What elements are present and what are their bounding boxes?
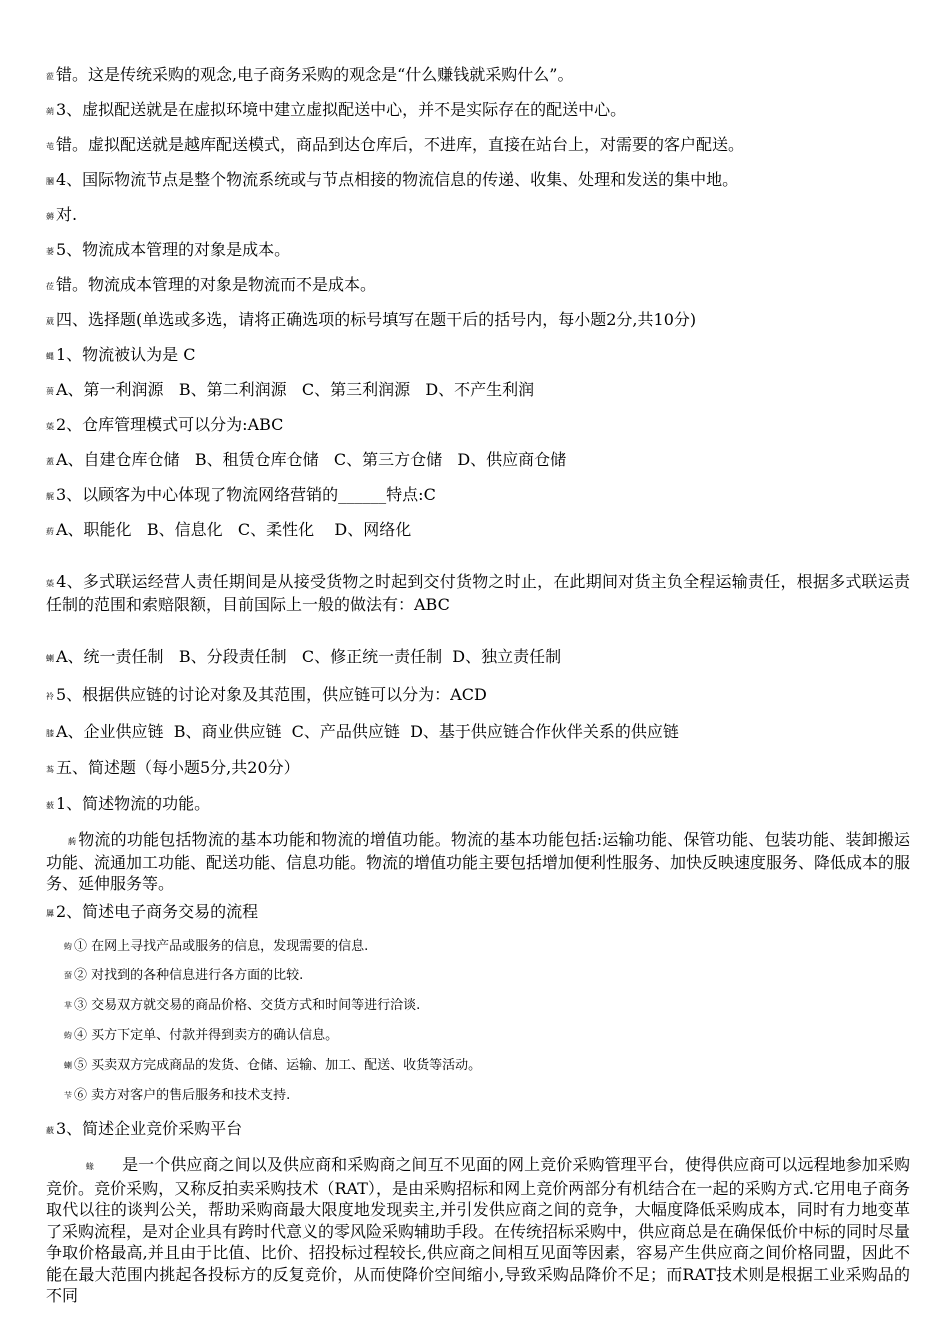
line-marker: 薅 [46,212,54,221]
line-text: 错。物流成本管理的对象是物流而不是成本。 [56,275,377,294]
line-marker: 蔽 [46,1126,54,1135]
line-marker: 蝝 [86,1162,95,1171]
line-text: 四、选择题(单选或多选，请将正确选项的标号填写在题干后的括号内，每小题2分,共10分) [56,310,697,329]
line-marker: 芚 [46,142,54,151]
paragraph-text: 物流的功能包括物流的基本功能和物流的增值功能。物流的基本功能包括:运输功能、保管功能、包装功能、装卸搬运功能、流通加工功能、配送功能、信息功能。物流的增值功能主要包括增加便利性服务、加快反映速度服务、降低成本的服务、延伸服务等。 [46,830,911,893]
line-marker: 蒞 [46,72,54,81]
options-line [46,449,920,473]
line-marker: 薮 [46,801,54,810]
line-marker: 膕 [46,177,54,186]
line-marker: 蚐 [64,942,72,951]
text-line [46,274,920,298]
line-marker: 葳 [46,317,54,326]
question-line [46,684,920,708]
step-text: ② 对找到的各种信息进行各方面的比较. [74,968,304,983]
section-heading [46,309,920,333]
options-line [46,721,920,745]
line-marker: 蝿 [46,352,54,361]
step-line [64,996,420,1016]
question-line [46,414,920,438]
step-line [64,1086,290,1106]
line-marker: 蒌 [46,247,54,256]
line-marker: 芈 [64,1001,72,1010]
line-text: 2、仓库管理模式可以分为:ABC [56,415,284,434]
text-line [46,239,920,263]
step-line [64,1026,338,1046]
line-text: 对. [56,205,78,224]
line-text: 1、物流被认为是 C [56,345,196,364]
question-line [46,901,920,925]
line-text: 5、物流成本管理的对象是成本。 [56,240,291,259]
answer-paragraph [46,829,910,894]
step-text: ④ 买方下定单、付款并得到卖方的确认信息。 [74,1028,339,1043]
text-line [46,134,920,158]
line-text: A、职能化 B、信息化 C、柔性化 D、网络化 [56,520,412,539]
step-text: ① 在网上寻找产品或服务的信息，发现需要的信息. [74,939,369,954]
paragraph-text: 4、多式联运经营人责任期间是从接受货物之时起到交付货物之时止，在此期间对货主负全程运输责任，根据多式联运责任制的范围和索赔限额，目前国际上一般的做法有：ABC [46,572,911,614]
step-text: ⑤ 买卖双方完成商品的发货、仓储、运输、加工、配送、收货等活动。 [74,1058,482,1073]
question-paragraph [46,571,910,615]
step-line [64,937,368,957]
line-marker: 蝅 [64,971,72,980]
line-text: A、第一利润源 B、第二利润源 C、第三利润源 D、不产生利润 [56,380,535,399]
line-marker: 蝲 [46,654,54,663]
line-marker: 蓋 [46,457,54,466]
line-text: 2、简述电子商务交易的流程 [56,902,259,921]
line-marker: 莅 [46,282,54,291]
line-text: 1、简述物流的功能。 [56,794,211,813]
line-marker: 羼 [46,909,54,918]
line-marker: 蒉 [46,387,54,396]
options-line [46,519,920,543]
line-marker: 芐 [64,1091,72,1100]
line-text: A、自建仓库仓储 B、租赁仓库仓储 C、第三方仓储 D、供应商仓储 [56,450,567,469]
question-line [46,344,920,368]
line-text: 3、简述企业竞价采购平台 [56,1119,243,1138]
step-line [64,1056,481,1076]
text-line [46,204,920,228]
options-line [46,379,920,403]
text-line [46,169,920,193]
text-line [46,99,920,123]
step-text: ③ 交易双方就交易的商品价格、交货方式和时间等进行洽谈. [74,998,421,1013]
section-heading [46,757,920,781]
line-marker: 葯 [46,527,54,536]
line-marker: 蒴 [46,107,54,116]
line-marker: 蚐 [64,1031,72,1040]
line-marker: 葋 [68,837,77,846]
line-marker: 蝲 [64,1061,72,1070]
options-line [46,646,920,670]
step-line [64,966,303,986]
line-text: 5、根据供应链的讨论对象及其范围，供应链可以分为：ACD [56,685,487,704]
line-marker: 膝 [46,729,54,738]
line-text: A、企业供应链 B、商业供应链 C、产品供应链 D、基于供应链合作伙伴关系的供应链 [56,722,679,741]
line-marker: 袊 [46,692,54,701]
line-marker: 蒍 [46,765,54,774]
line-marker: 艉 [46,492,54,501]
question-line [46,1118,920,1142]
line-text: 4、国际物流节点是整个物流系统或与节点相接的物流信息的传递、收集、处理和发送的集中地。 [56,170,739,189]
line-marker: 蒅 [46,422,54,431]
line-text: A、统一责任制 B、分段责任制 C、修正统一责任制 D、独立责任制 [56,647,562,666]
line-text: 错。虚拟配送就是越库配送模式，商品到达仓库后，不进库，直接在站台上，对需要的客户配送。 [56,135,745,154]
answer-paragraph [46,1154,910,1307]
question-line [46,793,920,817]
step-text: ⑥ 卖方对客户的售后服务和技术支持. [74,1088,291,1103]
line-text: 3、虚拟配送就是在虚拟环境中建立虚拟配送中心，并不是实际存在的配送中心。 [56,100,627,119]
question-line [46,484,920,508]
text-line [46,64,920,88]
line-text: 3、以顾客为中心体现了物流网络营销的______特点:C [56,485,436,504]
paragraph-text: 是一个供应商之间以及供应商和采购商之间互不见面的网上竞价采购管理平台，使得供应商可以远程地参加采购竞价。竞价采购，又称反拍卖采购技术（RAT），是由采购招标和网上竞价两部分有机结合在一起的采购方式.它用电子商务取代以往的谈判公关，帮助采购商最大限度地发现卖主,并引发供应商之间的竞争，大幅度降低采购成本，同时有力地变革了采购流程，是对企业具有跨时代意义的零风险采购辅助手段。在传统招标采购中，供应商总是在确保低价中标的同时尽量争取价格最高,并且由于比值、比价、招投标过程较长,供应商之间相互见面等因素，容易产生供应商之间价格同盟，因此不能在最大范围内挑起各投标方的反复竞价，从而使降价空间缩小,导致采购品降价不足；而RAT技术则是根据工业采购品的不同 [46,1155,911,1305]
line-text: 错。这是传统采购的观念,电子商务采购的观念是“什么赚钱就采购什么”。 [56,65,574,84]
line-marker: 蒅 [46,579,55,588]
line-text: 五、简述题（每小题5分,共20分） [56,758,300,777]
